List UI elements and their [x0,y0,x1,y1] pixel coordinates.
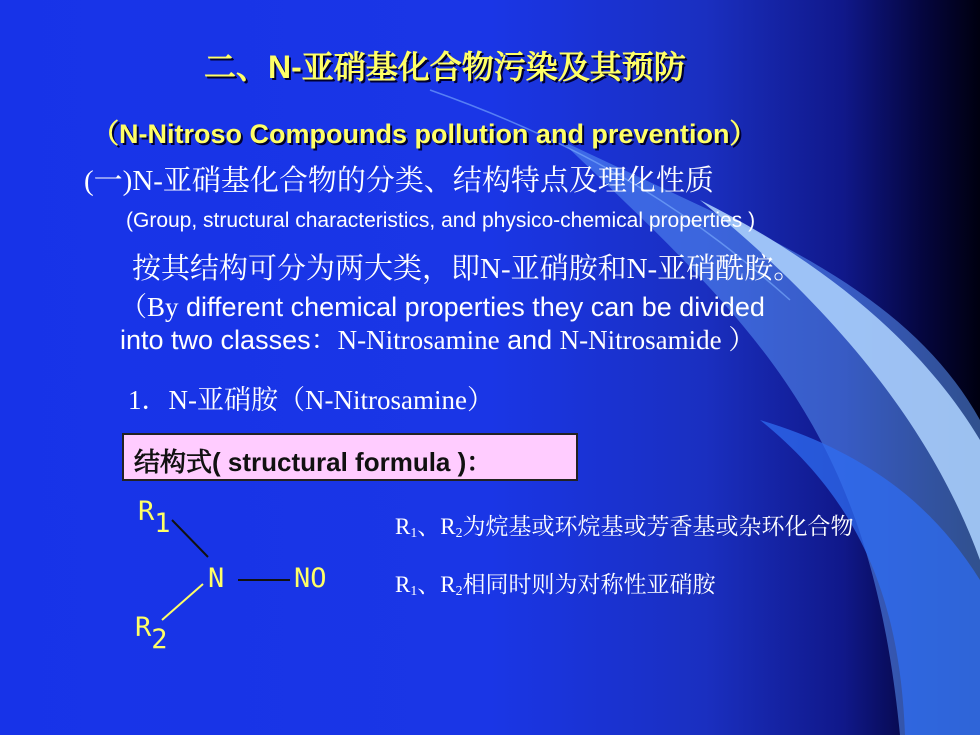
classification-en-and: and [499,325,560,355]
slide-title: 二、N-亚硝基化合物污染及其预防 [204,49,686,85]
note-substituent-types: $R_1$、$R_2$为烷基或环烷基或芳香基或杂环化合物 [395,514,854,540]
nitroso-group: NO [294,563,327,594]
section-heading-en: (Group, structural characteristics, and physico-chemical properties ) [126,209,756,232]
nitrogen-atom: N [208,563,225,594]
note-symmetric: $R_1$、$R_2$相同时则为对称性亚硝胺 [395,572,716,598]
term-nitrosamide: N-Nitrosamide ） [559,325,756,355]
section-heading: (一)N-亚硝基化合物的分类、结构特点及理化性质 [84,165,714,197]
substituent-r1: R1 [138,496,171,539]
formula-label-en: ( structural formula ) [212,447,467,477]
formula-label-cn: 结构式 [134,448,213,477]
bond-r1-n [172,520,208,557]
classification-en-body: different chemical properties they can be divided [178,292,765,322]
formula-label-colon: ： [466,448,493,477]
classification-en-prefix: （By [120,292,179,322]
item-1-heading: 1．N-亚硝胺（N-Nitrosamine） [128,385,494,415]
bond-r2-n [162,584,203,620]
classification-en-into: into two classes： [120,325,338,355]
term-nitrosamine: N-Nitrosamine [337,325,500,355]
slide-subtitle: （N-Nitroso Compounds pollution and prevention） [92,119,757,149]
classification-text: 按其结构可分为两大类，即N-亚硝胺和N-亚硝酰胺。 [132,253,803,285]
substituent-r2: R2 [135,612,168,655]
